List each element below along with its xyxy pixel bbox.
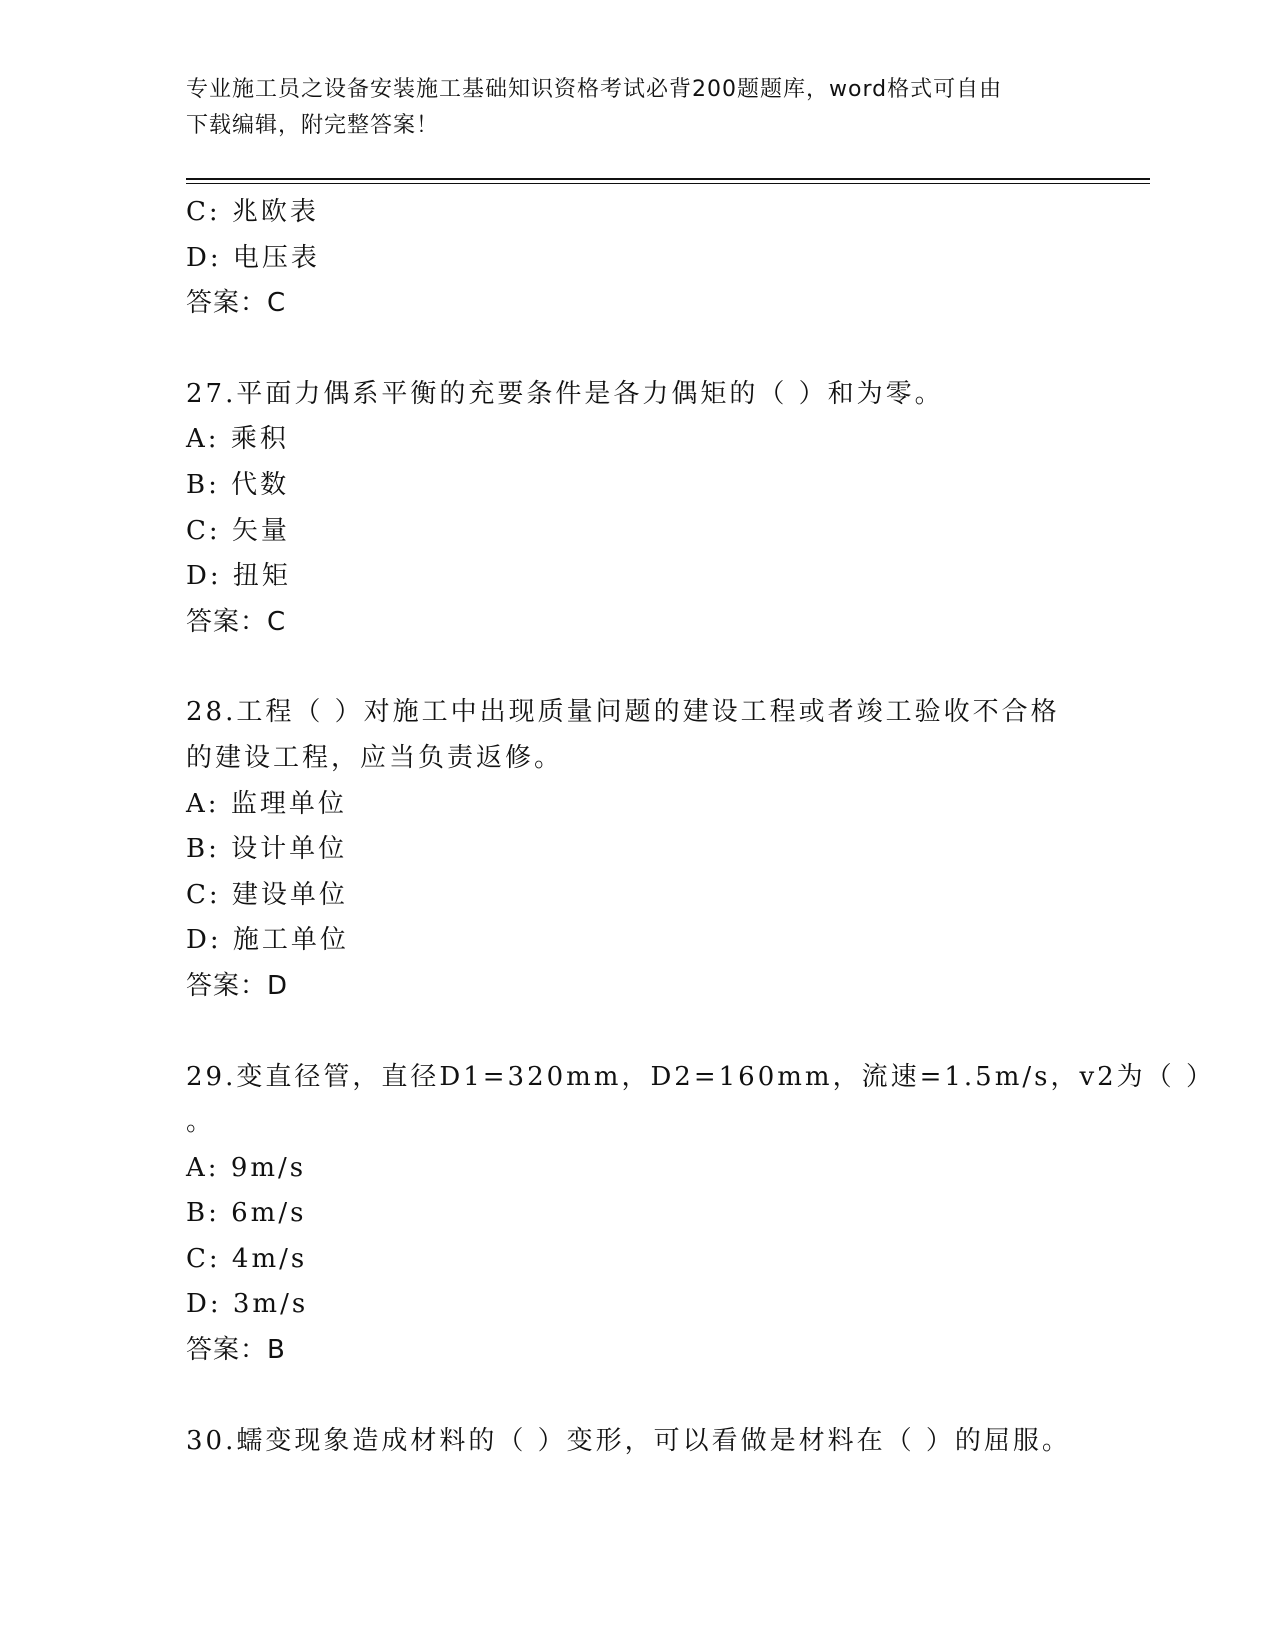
option-text: 扭矩 — [232, 561, 291, 592]
option-text: 设计单位 — [231, 834, 348, 865]
question-block-30 — [186, 1419, 1086, 1465]
option-label: B: — [186, 1198, 220, 1229]
option-text: 3m/s — [232, 1289, 309, 1320]
option-c — [186, 873, 1086, 919]
option-label: A: — [186, 788, 220, 819]
question-block-28 — [186, 690, 1086, 1009]
answer-line: 答案：C — [186, 288, 287, 319]
question-list — [186, 190, 1215, 1464]
option-d — [186, 554, 1086, 600]
option-label: D: — [186, 925, 222, 956]
option-label: C: — [186, 515, 221, 546]
option-text: 9m/s — [230, 1152, 307, 1183]
answer-line: 答案：C — [186, 606, 287, 637]
option-text: 乘积 — [230, 424, 289, 455]
option-label: A: — [186, 1152, 220, 1183]
question-text-line-2: 的建设工程，应当负责返修。 — [186, 742, 564, 773]
option-a — [186, 417, 1086, 463]
option-b — [186, 463, 1086, 509]
question-block-27 — [186, 372, 1086, 646]
option-label: D: — [186, 1289, 222, 1320]
option-label: D: — [186, 561, 222, 592]
option-text: 4m/s — [231, 1243, 308, 1274]
question-text: 30.蠕变现象造成材料的（ ）变形，可以看做是材料在（ ）的屈服。 — [186, 1425, 1071, 1456]
option-d — [186, 918, 1086, 964]
question-block-29 — [186, 1055, 1215, 1374]
option-text: 建设单位 — [231, 879, 348, 910]
option-label: A: — [186, 424, 220, 455]
option-text: 监理单位 — [230, 788, 347, 819]
option-c — [186, 190, 1086, 236]
option-d — [186, 236, 1086, 282]
option-label: D: — [186, 242, 222, 273]
header-divider-thin — [186, 183, 1150, 184]
option-a — [186, 1146, 1086, 1192]
option-text: 代数 — [231, 469, 290, 500]
option-a — [186, 782, 1086, 828]
answer-line: 答案：D — [186, 970, 289, 1001]
question-block-26 — [186, 190, 1086, 327]
question-text: 27.平面力偶系平衡的充要条件是各力偶矩的（ ）和为零。 — [186, 378, 944, 409]
option-text: 电压表 — [232, 242, 320, 273]
option-c — [186, 1237, 1086, 1283]
option-c — [186, 509, 1086, 555]
option-label: B: — [186, 469, 220, 500]
option-text: 6m/s — [231, 1198, 307, 1229]
answer-line: 答案：B — [186, 1335, 286, 1366]
option-b — [186, 1191, 1086, 1237]
option-b — [186, 827, 1086, 873]
question-text-line-2: 。 — [186, 1107, 216, 1138]
question-text-line-1: 29.变直径管，直径D1=320mm，D2=160mm，流速=1.5m/s，v2为（ ） — [186, 1061, 1215, 1092]
header-title-line-2: 下载编辑，附完整答案！ — [186, 113, 440, 138]
header-divider-thick — [186, 178, 1150, 180]
option-label: C: — [186, 197, 221, 227]
document-header — [186, 72, 1086, 144]
question-text-line-1: 28.工程（ ）对施工中出现质量问题的建设工程或者竣工验收不合格 — [186, 697, 1060, 728]
option-text: 兆欧表 — [231, 197, 319, 227]
option-label: C: — [186, 1243, 221, 1274]
option-label: C: — [186, 879, 221, 910]
option-text: 施工单位 — [232, 925, 349, 956]
option-label: B: — [186, 834, 220, 865]
option-d — [186, 1282, 1086, 1328]
option-text: 矢量 — [231, 515, 290, 546]
header-title-line-1: 专业施工员之设备安装施工基础知识资格考试必背200题题库，word格式可自由 — [186, 77, 1003, 102]
